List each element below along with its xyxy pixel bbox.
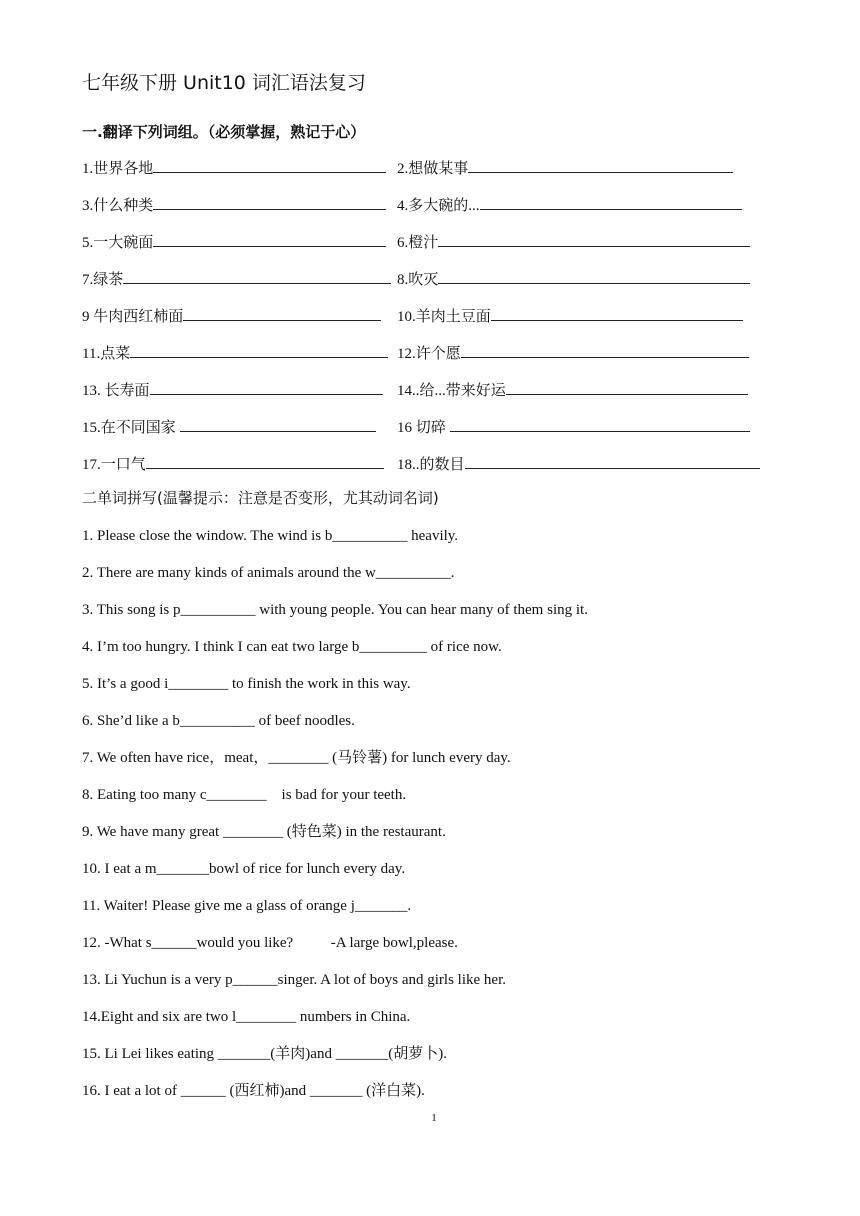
sentence-item: 4. I’m too hungry. I think I can eat two large b_________ of rice now.: [82, 639, 502, 655]
vocab-item: 4.多大碗的...: [397, 198, 480, 214]
sentence-item: 6. She’d like a b__________ of beef noodles.: [82, 713, 355, 729]
sentence-item: 11. Waiter! Please give me a glass of orange j_______.: [82, 898, 412, 914]
answer-blank[interactable]: [468, 155, 733, 173]
vocab-row: [82, 266, 782, 303]
vocab-list: [82, 155, 782, 488]
answer-blank[interactable]: [146, 451, 384, 469]
answer-blank[interactable]: [438, 266, 750, 284]
answer-blank[interactable]: [461, 340, 749, 358]
vocab-item: 16 切碎: [397, 420, 450, 436]
section-2-heading: 二单词拼写(温馨提示：注意是否变形，尤其动词名词): [82, 489, 439, 507]
sentence-item: 10. I eat a m_______bowl of rice for lunch every day.: [82, 861, 406, 877]
page-number: 1: [431, 1112, 437, 1124]
vocab-row: [82, 377, 782, 414]
vocab-item: 6.橙汁: [397, 235, 439, 251]
vocab-row: [82, 414, 782, 451]
sentence-item: 2. There are many kinds of animals around the w__________.: [82, 565, 455, 581]
answer-blank[interactable]: [153, 229, 386, 247]
vocab-row: [82, 155, 782, 192]
answer-blank[interactable]: [506, 377, 748, 395]
answer-blank[interactable]: [150, 377, 383, 395]
sentence-item: 14.Eight and six are two l________ numbers in China.: [82, 1009, 411, 1025]
sentence-item: 12. -What s______would you like? -A large bowl,please.: [82, 935, 458, 951]
vocab-item: 10.羊肉土豆面: [397, 309, 491, 325]
section-1-heading: 一.翻译下列词组。（必须掌握，熟记于心）: [82, 123, 366, 141]
answer-blank[interactable]: [480, 192, 742, 210]
sentence-item: 15. Li Lei likes eating _______(羊肉)and _______(胡萝卜).: [82, 1046, 447, 1062]
vocab-item: 1.世界各地: [82, 161, 154, 177]
vocab-item: 18..的数目: [397, 457, 465, 473]
answer-blank[interactable]: [465, 451, 760, 469]
answer-blank[interactable]: [130, 340, 388, 358]
answer-blank[interactable]: [123, 266, 391, 284]
answer-blank[interactable]: [450, 414, 750, 432]
sentence-item: 16. I eat a lot of ______ (西红柿)and _______ (洋白菜).: [82, 1083, 425, 1099]
vocab-item: 5.一大碗面: [82, 235, 154, 251]
answer-blank[interactable]: [183, 303, 381, 321]
answer-blank[interactable]: [153, 192, 386, 210]
vocab-item: 8.吹灭: [397, 272, 439, 288]
vocab-item: 9 牛肉西红柿面: [82, 309, 184, 325]
vocab-row: [82, 340, 782, 377]
vocab-row: [82, 303, 782, 340]
answer-blank[interactable]: [180, 414, 376, 432]
vocab-item: 14..给...带来好运: [397, 383, 506, 399]
sentence-item: 1. Please close the window. The wind is b__________ heavily.: [82, 528, 459, 544]
vocab-item: 7.绿茶: [82, 272, 124, 288]
vocab-item: 11.点菜: [82, 346, 131, 362]
vocab-item: 13. 长寿面: [82, 383, 150, 399]
vocab-row: [82, 229, 782, 266]
vocab-row: [82, 192, 782, 229]
vocab-item: 2.想做某事: [397, 161, 469, 177]
answer-blank[interactable]: [438, 229, 750, 247]
vocab-item: 17.一口气: [82, 457, 146, 473]
sentence-item: 13. Li Yuchun is a very p______singer. A lot of boys and girls like her.: [82, 972, 506, 988]
answer-blank[interactable]: [491, 303, 743, 321]
sentence-item: 3. This song is p__________ with young people. You can hear many of them sing it.: [82, 602, 588, 618]
sentence-list: [82, 524, 802, 1116]
sentence-item: 8. Eating too many c________ is bad for your teeth.: [82, 787, 407, 803]
sentence-item: 7. We often have rice，meat，________ (马铃薯) for lunch every day.: [82, 750, 511, 766]
vocab-item: 3.什么种类: [82, 198, 154, 214]
vocab-item: 12.许个愿: [397, 346, 461, 362]
sentence-item: 9. We have many great ________ (特色菜) in the restaurant.: [82, 824, 446, 840]
sentence-item: 5. It’s a good i________ to finish the work in this way.: [82, 676, 411, 692]
vocab-row: [82, 451, 782, 488]
vocab-item: 15.在不同国家: [82, 420, 180, 436]
answer-blank[interactable]: [153, 155, 386, 173]
page-title: 七年级下册 Unit10 词汇语法复习: [82, 72, 366, 94]
